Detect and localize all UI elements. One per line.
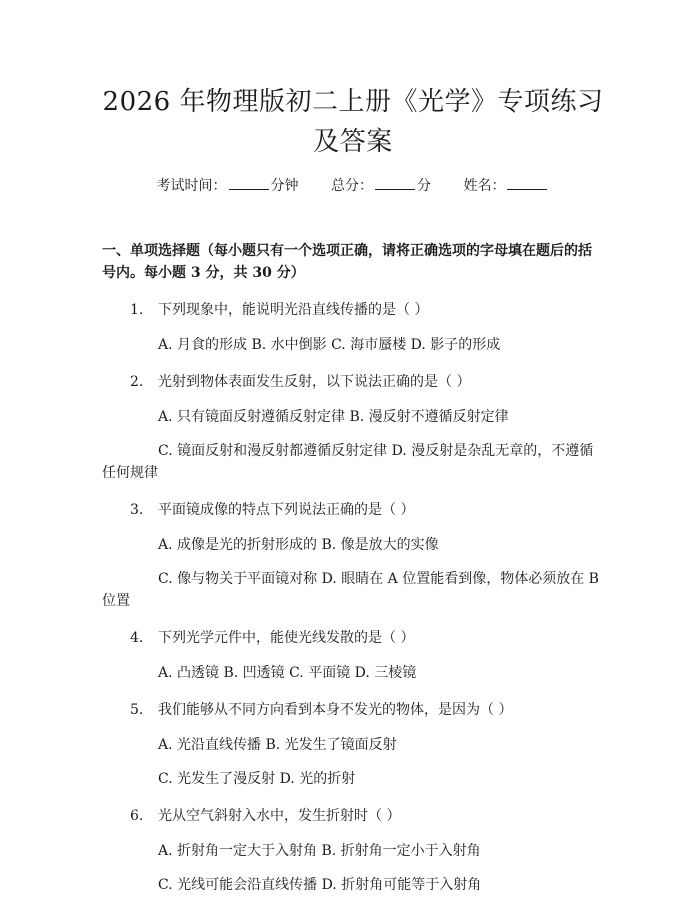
question-options: C. 像与物关于平面镜对称 D. 眼睛在 A 位置能看到像，物体必须放在 B 位置: [102, 571, 599, 609]
question-options: C. 光线可能会沿直线传播 D. 折射角可能等于入射角: [158, 877, 482, 893]
section-heading: 一、单项选择题（每小题只有一个选项正确，请将正确选项的字母填在题后的括号内。每小题 3 分，共 30 分）: [102, 243, 592, 281]
question-2: [102, 372, 604, 484]
question-options: A. 只有镜面反射遵循反射定律 B. 漫反射不遵循反射定律: [158, 409, 509, 425]
question-6: [102, 806, 604, 896]
exam-time-label: 考试时间：: [156, 178, 227, 194]
question-options: A. 成像是光的折射形成的 B. 像是放大的实像: [158, 537, 439, 553]
question-options: A. 月食的形成 B. 水中倒影 C. 海市蜃楼 D. 影子的形成: [158, 337, 501, 353]
question-4: [102, 628, 604, 684]
question-5: [102, 700, 604, 790]
question-number: 6.: [130, 808, 144, 824]
question-options: C. 镜面反射和漫反射都遵循反射定律 D. 漫反射是杂乱无章的，不遵循任何规律: [102, 443, 594, 481]
total-score-blank: [375, 177, 415, 190]
question-number: 3.: [130, 502, 144, 518]
question-options: A. 折射角一定大于入射角 B. 折射角一定小于入射角: [158, 843, 481, 859]
student-name: [463, 178, 549, 194]
student-name-blank: [507, 177, 547, 190]
student-name-label: 姓名：: [463, 178, 506, 194]
question-text: 我们能够从不同方向看到本身不发光的物体，是因为（ ）: [158, 702, 513, 718]
question-text: 光射到物体表面发生反射，以下说法正确的是（ ）: [158, 374, 471, 390]
total-score: [331, 178, 435, 194]
exam-time: [157, 178, 303, 194]
question-options: A. 凸透镜 B. 凹透镜 C. 平面镜 D. 三棱镜: [158, 665, 417, 681]
question-options: A. 光沿直线传播 B. 光发生了镜面反射: [158, 737, 397, 753]
question-text: 光从空气斜射入水中，发生折射时（ ）: [158, 808, 401, 824]
page-title: 2026 年物理版初二上册《光学》专项练习及答案: [102, 87, 604, 157]
exam-time-unit: 分钟: [270, 178, 299, 194]
exam-time-blank: [229, 177, 269, 190]
question-text: 下列光学元件中，能使光线发散的是（ ）: [158, 630, 415, 646]
question-text: 平面镜成像的特点下列说法正确的是（ ）: [158, 502, 415, 518]
question-3: [102, 500, 604, 612]
total-score-label: 总分：: [331, 178, 373, 194]
question-number: 2.: [130, 374, 144, 390]
question-number: 1.: [130, 302, 144, 318]
question-list: [102, 300, 604, 896]
question-text: 下列现象中，能说明光沿直线传播的是（ ）: [158, 302, 429, 318]
total-score-unit: 分: [417, 178, 431, 194]
question-options: C. 光发生了漫反射 D. 光的折射: [158, 771, 356, 787]
question-number: 5.: [130, 702, 144, 718]
exam-meta: [102, 176, 604, 196]
question-number: 4.: [130, 630, 144, 646]
question-1: [102, 300, 604, 356]
